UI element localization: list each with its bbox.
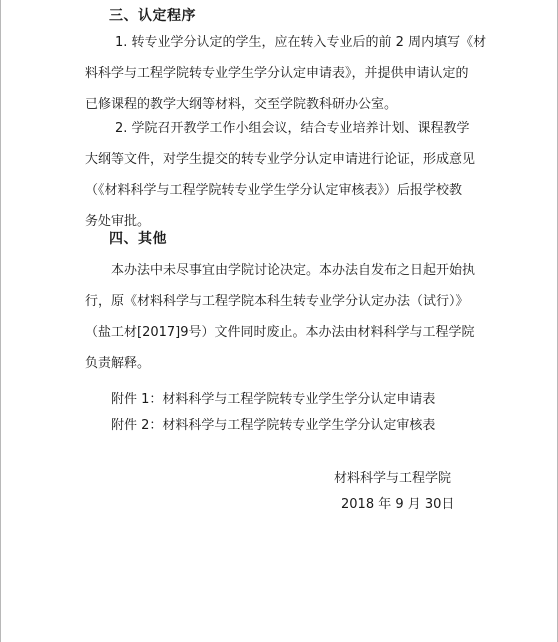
signature-date: 2018 年 9 月 30日 bbox=[341, 497, 455, 512]
section-heading-procedure: 三、认定程序 bbox=[109, 8, 196, 24]
text-line: 料科学与工程学院转专业学生学分认定申请表》，并提供申请认定的 bbox=[85, 66, 469, 81]
text-line: （《材料科学与工程学院转专业学生学分认定审核表》）后报学校教 bbox=[85, 183, 463, 198]
text-line: 已修课程的教学大纲等材料，交至学院教科研办公室。 bbox=[85, 97, 398, 112]
other-paragraph bbox=[85, 255, 475, 379]
text-line: 本办法中未尽事宜由学院讨论决定。本办法自发布之日起开始执 bbox=[111, 263, 476, 278]
section-heading-other: 四、其他 bbox=[109, 231, 167, 247]
text-line: 大纲等文件，对学生提交的转专业学分认定申请进行论证，形成意见 bbox=[85, 152, 476, 167]
text-line: （盐工材[2017]9号）文件同时废止。本办法由材料科学与工程学院 bbox=[85, 325, 475, 340]
text-line: 行，原《材料科学与工程学院本科生转专业学分认定办法（试行）》 bbox=[85, 294, 469, 309]
procedure-item-1 bbox=[85, 27, 486, 120]
text-line: 2. 学院召开教学工作小组会议，结合专业培养计划、课程教学 bbox=[115, 121, 470, 136]
text-line: 负责解释。 bbox=[85, 356, 151, 371]
attachment-2: 附件 2：材料科学与工程学院转专业学生学分认定审核表 bbox=[111, 418, 436, 433]
signature-org: 材料科学与工程学院 bbox=[334, 471, 452, 486]
procedure-item-2 bbox=[85, 113, 475, 237]
text-line: 务处审批。 bbox=[85, 214, 151, 229]
text-line: 1. 转专业学分认定的学生，应在转入专业后的前 2 周内填写《材 bbox=[115, 35, 487, 50]
attachment-1: 附件 1：材料科学与工程学院转专业学生学分认定申请表 bbox=[111, 392, 436, 407]
